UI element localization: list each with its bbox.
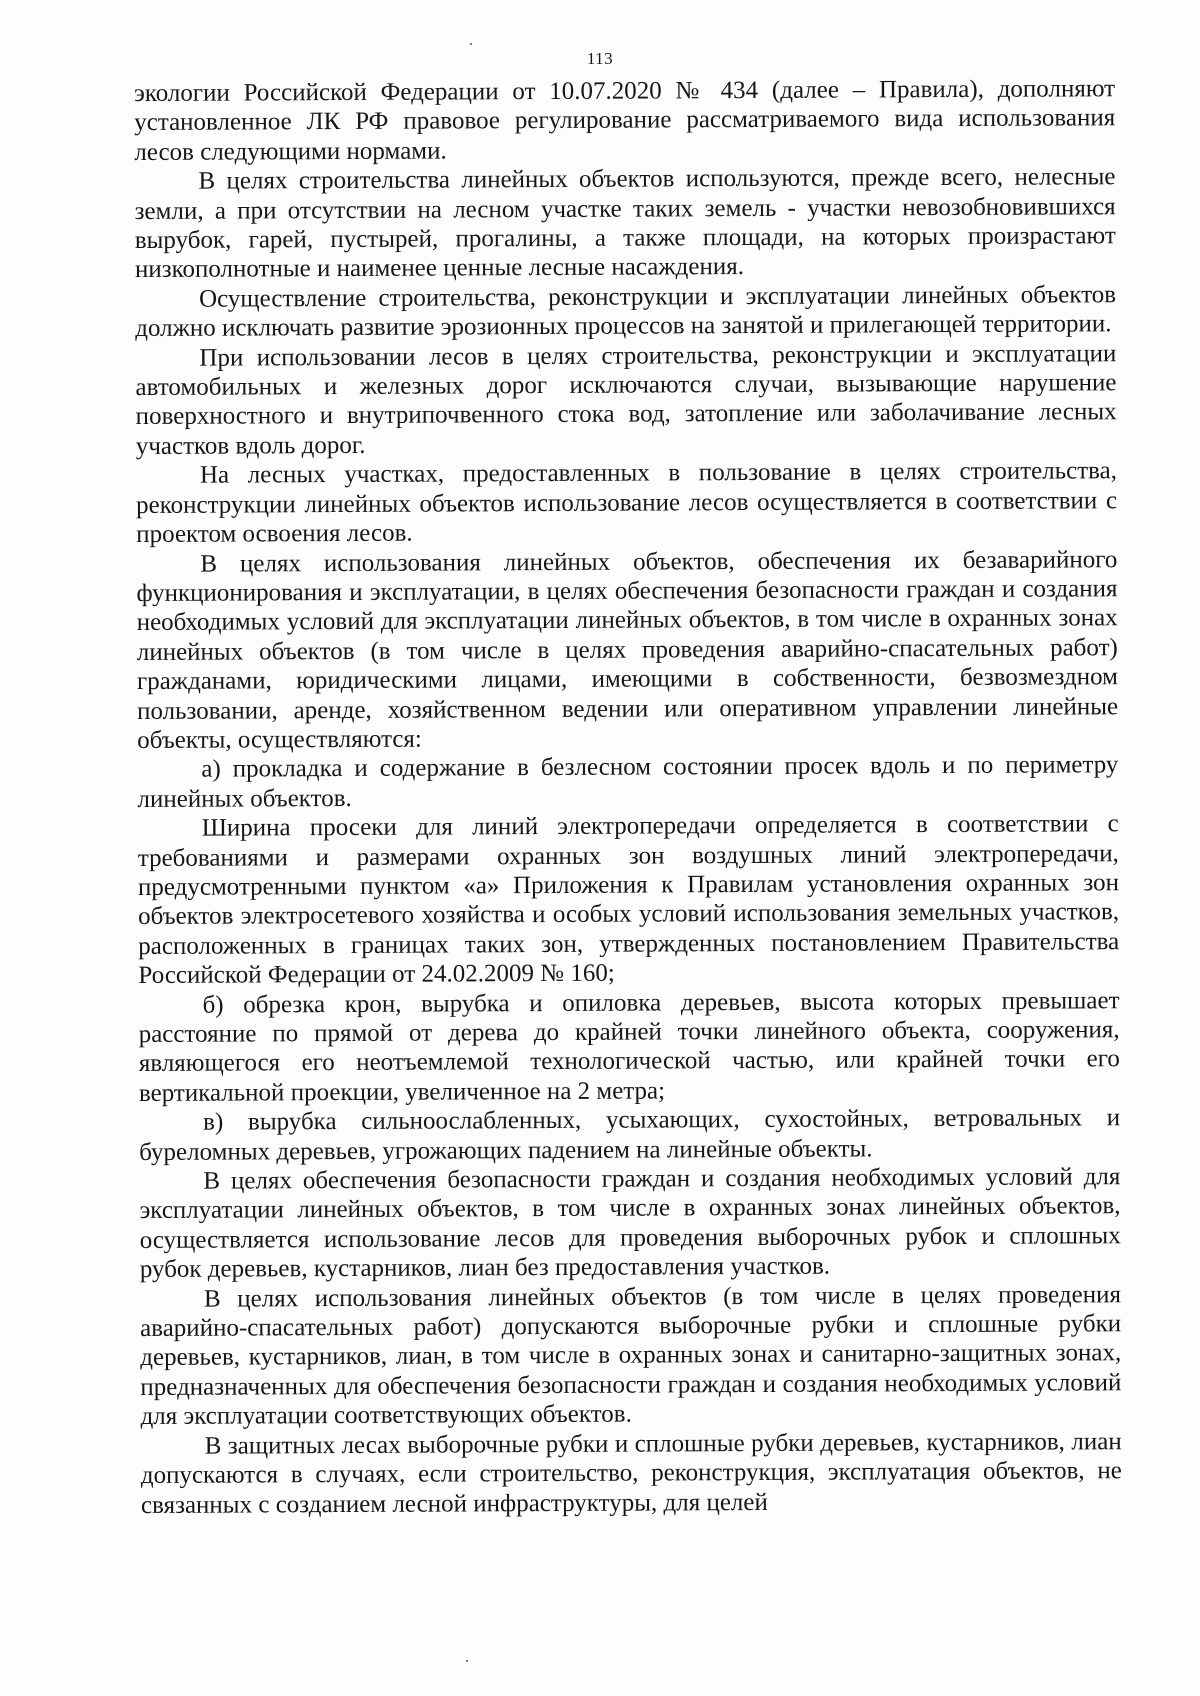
scan-speck <box>466 1660 468 1662</box>
paragraph-4: При использовании лесов в целях строительства, реконструкции и эксплуатации автомобильных и железных дорог исключаются случаи, вызывающие нарушение поверхностного и внутрипочвенного стока вод, затопление или заболачивание лесных участков вдоль дорог. <box>135 339 1117 460</box>
list-item-a: а) прокладка и содержание в безлесном состоянии просек вдоль и по периметру линейных объектов. <box>137 751 1119 813</box>
paragraph-2: В целях строительства линейных объектов используются, прежде всего, нелесные земли, а при отсутствии на лесном участке таких земель - участки невозобновившихся вырубок, гарей, пустырей, прогалины, а также площади, на которых произрастают низкополнотные и наименее ценные лесные насаждения. <box>134 163 1116 284</box>
page-number: 113 <box>586 49 614 68</box>
paragraph-5: На лесных участках, предоставленных в пользование в целях строительства, реконструкции линейных объектов использование лесов осуществляется в соответствии с проектом освоения лесов. <box>136 457 1118 549</box>
paragraph-13: В защитных лесах выборочные рубки и сплошные рубки деревьев, кустарников, лиан допускаются в случаях, если строительство, реконструкция, эксплуатация объектов, не связанных с созданием лесной инфраструктуры, для целей <box>140 1427 1122 1519</box>
list-item-b: б) обрезка крон, вырубка и опиловка деревьев, высота которых превышает расстояние по прямой от дерева до крайней точки линейного объекта, сооружения, являющегося его неотъемлемой технологической частью, или крайней точки его вертикальной проекции, увеличенное на 2 метра; <box>138 986 1120 1107</box>
paragraph-12: В целях использования линейных объектов (в том числе в целях проведения аварийно-спасательных работ) допускаются выборочные рубки и сплошные рубки деревьев, кустарников, лиан, в том числе в охранных зонах и санитарно-защитных зонах, предназначенных для обеспечения безопасности граждан и создания необходимых условий для эксплуатации соответствующих объектов. <box>140 1280 1122 1431</box>
paragraph-11: В целях обеспечения безопасности граждан и создания необходимых условий для эксплуатации линейных объектов, в том числе в охранных зонах линейных объектов, осуществляется использование лесов для проведения выборочных рубок и сплошных рубок деревьев, кустарников, лиан без предоставления участков. <box>139 1163 1121 1284</box>
list-item-v: в) вырубка сильноослабленных, усыхающих, сухостойных, ветровальных и буреломных деревьев, угрожающих падением на линейные объекты. <box>139 1104 1121 1166</box>
paragraph-8: Ширина просеки для линий электропередачи определяется в соответствии с требованиями и размерами охранных зон воздушных линий электропередачи, предусмотренными пунктом «а» Приложения к Правилам установления охранных зон объектов электросетевого хозяйства и особых условий использования земельных участков, расположенных в границах таких зон, утвержденных постановлением Правительства Российской Федерации от 24.02.2009 № 160; <box>137 810 1120 990</box>
body-text <box>134 74 1122 1520</box>
scan-speck <box>470 43 472 45</box>
paragraph-3: Осуществление строительства, реконструкции и эксплуатации линейных объектов должно исключать развитие эрозионных процессов на занятой и прилегающей территории. <box>135 281 1117 343</box>
paragraph-1: экологии Российской Федерации от 10.07.2020 № 434 (далее – Правила), дополняют установленное ЛК РФ правовое регулирование рассматриваемого вида использования лесов следующими нормами. <box>134 75 1116 166</box>
paragraph-6: В целях использования линейных объектов, обеспечения их безаварийного функционирования и эксплуатации, в целях обеспечения безопасности граждан и создания необходимых условий для эксплуатации линейных объектов, в том числе в охранных зонах линейных объектов (в том числе в целях проведения аварийно-спасательных работ) гражданами, юридическими лицами, имеющими в собственности, безвозмездном пользовании, аренде, хозяйственном ведении или оперативном управлении линейные объекты, осуществляются: <box>136 545 1119 754</box>
